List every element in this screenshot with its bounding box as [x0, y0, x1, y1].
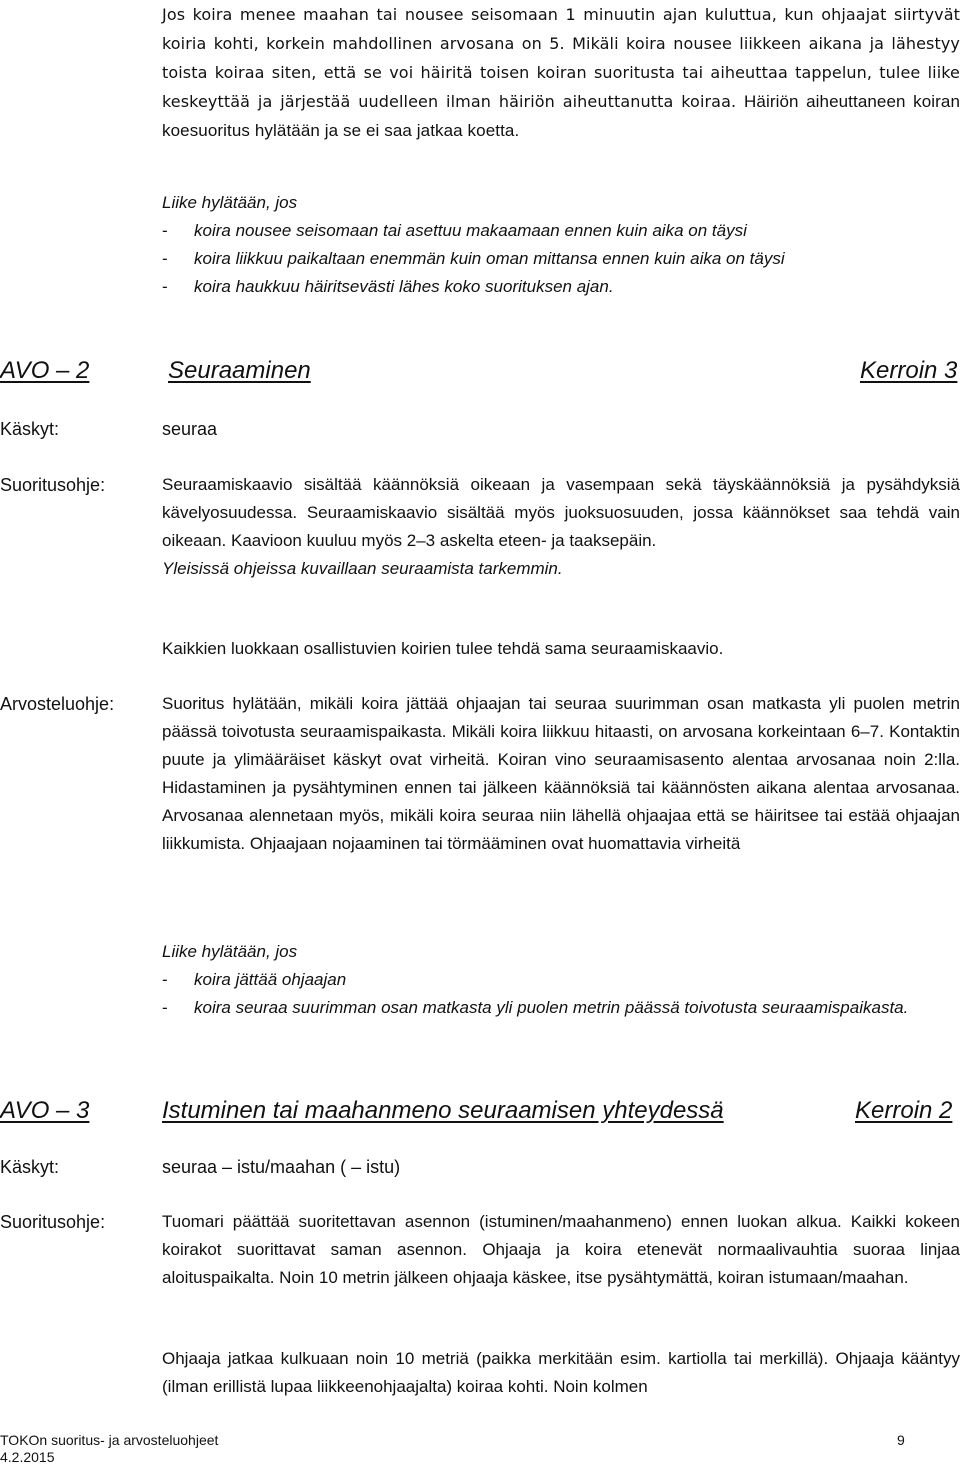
intro-reject-section: [162, 189, 960, 301]
avo2-instructions-italic: Yleisissä ohjeissa kuvaillaan seuraamista tarkemmin.: [162, 559, 563, 578]
avo3-code: AVO – 3: [0, 1097, 90, 1124]
avo3-commands: seuraa – istu/maahan ( – istu): [162, 1157, 401, 1177]
avo2-grading-label: Arvosteluohje:: [0, 694, 115, 714]
avo3-instructions-label: Suoritusohje:: [0, 1212, 106, 1232]
avo3-factor: Kerroin 2: [855, 1097, 953, 1124]
avo2-code: AVO – 2: [0, 357, 90, 384]
list-item: - koira jättää ohjaajan: [162, 970, 347, 989]
avo2-factor: Kerroin 3: [860, 357, 958, 384]
list-item: - koira nousee seisomaan tai asettuu makaamaan ennen kuin aika on täysi: [162, 221, 747, 240]
avo3-commands-label: Käskyt:: [0, 1157, 60, 1177]
avo3-heading: [0, 1097, 960, 1137]
avo2-reject-section: [162, 938, 960, 1022]
list-item: - koira haukkuu häiritsevästi lähes koko suorituksen ajan.: [162, 277, 614, 296]
intro-reject-list: [162, 217, 960, 301]
avo2-grading: Suoritus hylätään, mikäli koira jättää ohjaajan tai seuraa suurimman osan matkasta yli puolen metrin päässä toivotusta seuraamispaikasta. Mikäli koira liikkuu hitaasti, on arvosana korkeintaan 6–7. Kontaktin puute ja ylimääräiset käskyt ovat virheitä. Koiran vino seuraamisasento alentaa arvosanaa noin 2:lla. Hidastaminen ja pysähtyminen ennen tai jälkeen käännöksiä tai käännösten aikana alentaa arvosanaa. Arvosanaa alennetaan myös, mikäli koira seuraa niin lähellä ohjaajaa että se häiritsee tai estää ohjaajan liikkumista. Ohjaajaan nojaaminen tai törmääminen ovat huomattavia virheitä: [162, 694, 960, 853]
footer-doc-title: TOKOn suoritus- ja arvosteluohjeet: [0, 1432, 219, 1448]
footer-page-number: 9: [897, 1432, 905, 1448]
avo2-commands-label: Käskyt:: [0, 419, 60, 439]
intro-paragraph: [162, 0, 960, 145]
avo2-heading: [0, 357, 960, 397]
avo2-instructions-label: Suoritusohje:: [0, 475, 106, 495]
page-footer: [0, 1432, 960, 1466]
avo2-reject-title: Liike hylätään, jos: [162, 942, 298, 961]
avo2-title: Seuraaminen: [168, 357, 311, 384]
avo3-title: Istuminen tai maahanmeno seuraamisen yhteydessä: [162, 1097, 724, 1124]
avo3-instructions: Tuomari päättää suoritettavan asennon (istuminen/maahanmeno) ennen luokan alkua. Kaikki kokeen koirakot suorittavat saman asennon. Ohjaaja ja koira etenevät normaalivauhtia suoraa linjaa aloituspaikalta. Noin 10 metrin jälkeen ohjaaja käskee, itse pysähtymättä, koiran istumaan/maahan.: [162, 1212, 960, 1287]
intro-paragraph-text: Jos koira menee maahan tai nousee seisomaan 1 minuutin ajan kuluttua, kun ohjaajat siirtyvät koiria kohti, korkein mahdollinen arvosana on 5. Mikäli koira nousee liikkeen aikana ja lähestyy toista koiraa siten, että se voi häiritä toisen koiran suoritusta tai aiheuttaa tappelun, tulee liike keskeyttää ja järjestää uudelleen ilman häiriön aiheuttanutta koiraa.: [162, 5, 960, 111]
avo3-instructions-2: Ohjaaja jatkaa kulkuaan noin 10 metriä (paikka merkitään esim. kartiolla tai merkillä). Ohjaaja kääntyy (ilman erillistä lupaa liikkeenohjaajalta) koiraa kohti. Noin kolmen: [162, 1349, 960, 1396]
avo2-instructions-2: Kaikkien luokkaan osallistuvien koirien tulee tehdä sama seuraamiskaavio.: [162, 639, 724, 658]
intro-paragraph-end: Häiriön aiheuttaneen koiran koesuoritus hylätään ja se ei saa jatkaa koetta.: [162, 92, 960, 140]
list-item: - koira liikkuu paikaltaan enemmän kuin oman mittansa ennen kuin aika on täysi: [162, 249, 785, 268]
list-item: - koira seuraa suurimman osan matkasta yli puolen metrin päässä toivotusta seuraamispaikasta.: [162, 998, 909, 1017]
avo2-reject-list: [162, 966, 960, 1022]
intro-reject-title: Liike hylätään, jos: [162, 193, 298, 212]
avo2-commands: seuraa: [162, 419, 218, 439]
avo2-instructions-text: Seuraamiskaavio sisältää käännöksiä oikeaan ja vasempaan sekä täyskäännöksiä ja pysähdyksiä kävelyosuudessa. Seuraamiskaavio sisältää myös juoksuosuuden, jossa käännökset saa tehdä vain oikeaan. Kaavioon kuuluu myös 2–3 askelta eteen- ja taaksepäin.: [162, 475, 960, 550]
footer-date: 4.2.2015: [0, 1449, 55, 1465]
avo2-instructions: [162, 471, 960, 583]
